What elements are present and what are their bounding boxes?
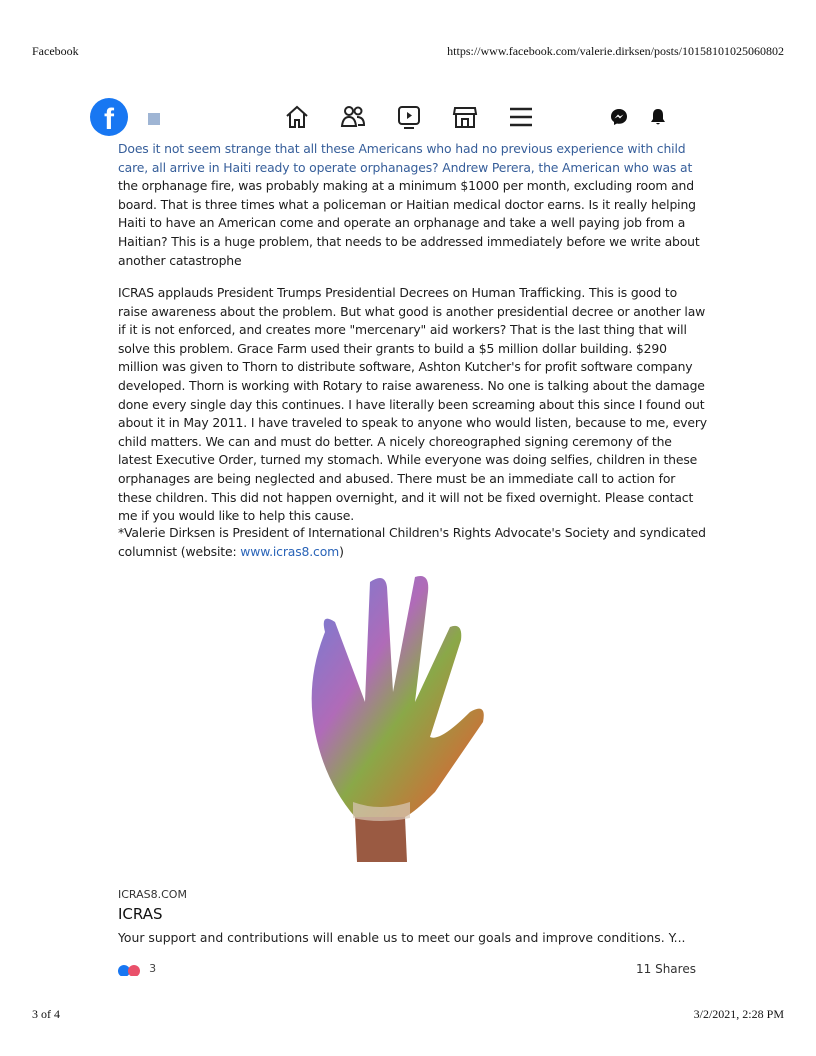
menu-icon[interactable] [508, 104, 534, 130]
facebook-logo-icon[interactable]: f [90, 98, 128, 136]
post-paragraph-1 [118, 140, 708, 270]
post-paragraph-2: ICRAS applauds President Trumps Presidential Decrees on Human Trafficking. This is good to raise awareness about the problem. But what good is another presidential decree or another law if it is not enforced, and creates more "mercenary" aid workers? That is the last thing that will solve this problem. Grace Farm used their grants to build a $5 million dollar building. $290 million was given to Thorn to distribute software, Ashton Kutcher's for profit software company developed. Thorn is working with Rotary to raise awareness. No one is talking about the damage done every single day this continues. I have literally been screaming about this since I found out about it in May 2011. I have traveled to speak to anyone who would listen, because to me, every child matters. We can and must do better. A nicely choreographed signing ceremony of the latest Executive Order, turned my stomach. While everyone was doing selfies, children in these orphanages are being neglected and abused. There must be an immediate call to action for these children. This did not happen overnight, and it will not be fixed overnight. Please contact me if you would like to help this cause. [118, 285, 707, 524]
print-footer-page: 3 of 4 [32, 1007, 60, 1021]
link-preview-domain: ICRAS8.COM [118, 888, 187, 901]
post-paragraph-3 [118, 524, 708, 561]
love-reaction-icon [128, 965, 140, 976]
author-bio: *Valerie Dirksen is President of International Children's Rights Advocate's Society and syndicated columnist (website: [118, 525, 706, 559]
friends-icon[interactable] [340, 104, 366, 130]
painted-hand-image[interactable] [265, 562, 490, 862]
top-nav [90, 98, 730, 138]
marketplace-icon[interactable] [452, 104, 478, 130]
profile-thumbnail[interactable] [148, 113, 160, 125]
reaction-count: 3 [149, 962, 157, 975]
link-preview-description: Your support and contributions will enable us to meet our goals and improve conditions. Y... [118, 930, 686, 945]
notifications-icon[interactable] [650, 108, 666, 126]
print-header-site: Facebook [32, 44, 79, 58]
post-paragraph-1-text: the orphanage fire, was probably making at a minimum $1000 per month, excluding room and board. That is three times what a policeman or Haitian medical doctor earns. Is it really helping Haiti to have an American come and operate an orphanage and take a well paying job from a Haitian? This is a huge problem, that needs to be addressed immediately before we write about another catastrophe [118, 178, 700, 268]
website-link[interactable]: www.icras8.com [240, 543, 340, 559]
print-footer-datetime: 3/2/2021, 2:28 PM [693, 1007, 784, 1021]
shares-count[interactable]: 11 Shares [636, 962, 696, 976]
link-preview-title[interactable]: ICRAS [118, 905, 163, 923]
bio-end: ) [339, 543, 344, 559]
home-icon[interactable] [284, 104, 310, 130]
messenger-icon[interactable] [610, 108, 628, 126]
print-header-url: https://www.facebook.com/valerie.dirksen/posts/10158101025060802 [447, 44, 784, 58]
reactions[interactable] [118, 962, 178, 976]
post-paragraph-1-highlighted: Does it not seem strange that all these Americans who had no previous experience with child care, all arrive in Haiti ready to operate orphanages? Andrew Perera, the American who was at [118, 141, 693, 175]
watch-icon[interactable] [396, 104, 422, 130]
